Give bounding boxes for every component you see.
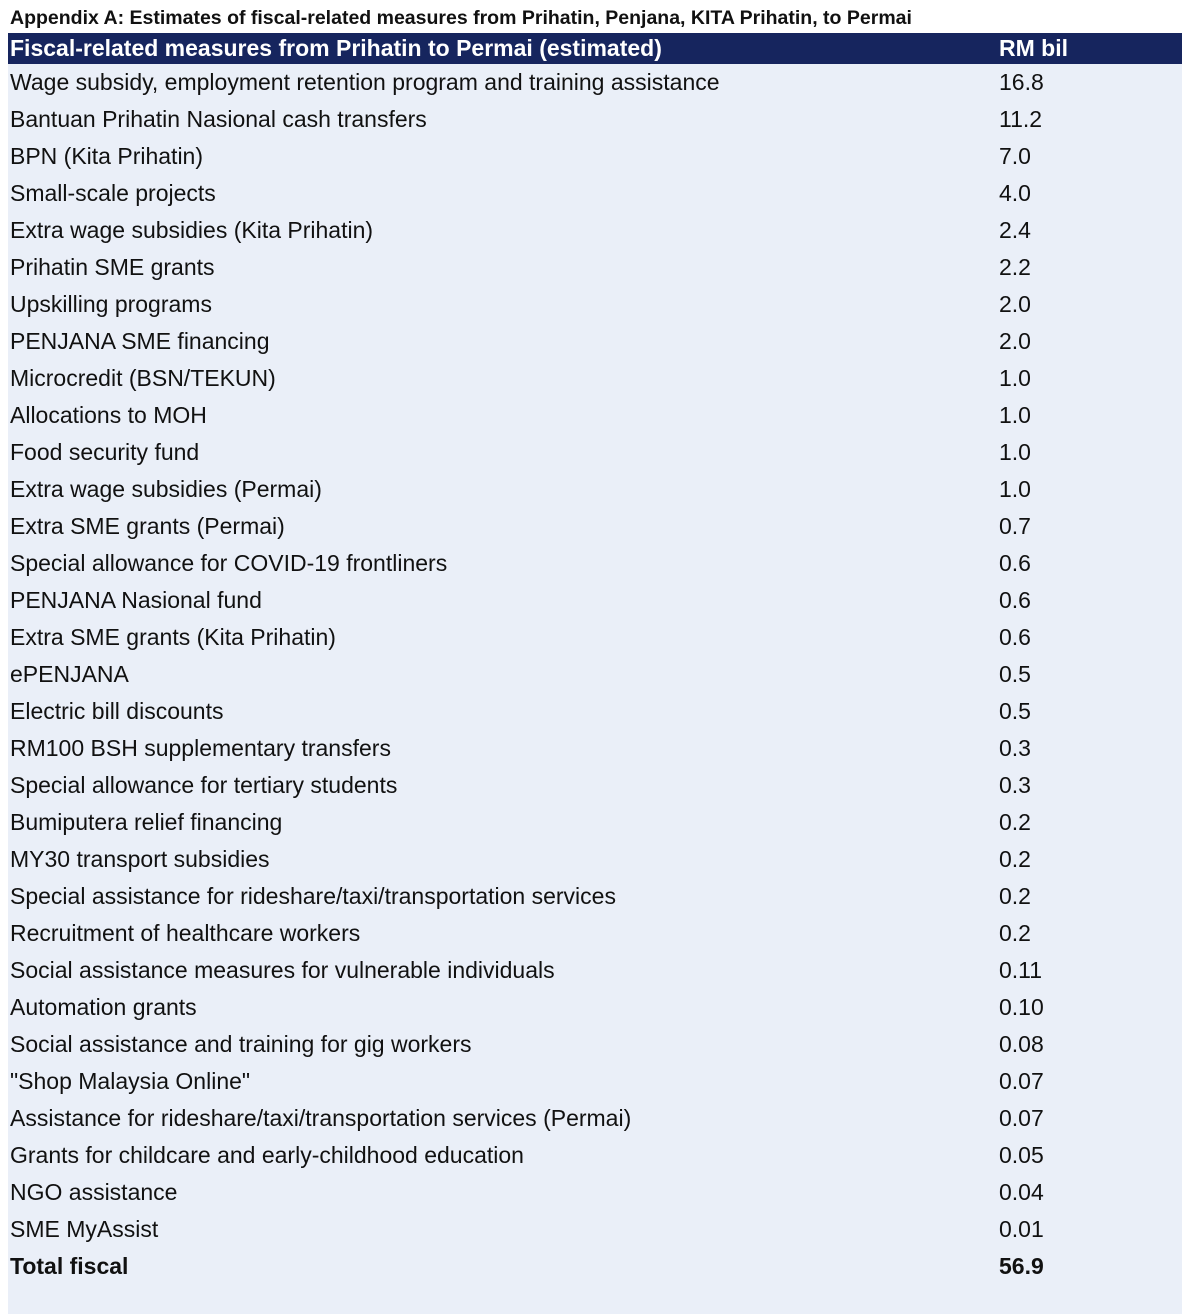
measure-value: 2.0 — [999, 291, 1031, 317]
measure-value: 16.8 — [999, 69, 1044, 95]
table-row — [8, 693, 1182, 730]
measure-label: Assistance for rideshare/taxi/transportation services (Permai) — [10, 1105, 632, 1131]
table-row — [8, 64, 1182, 101]
table-row — [8, 360, 1182, 397]
measure-label: Extra SME grants (Permai) — [10, 513, 285, 539]
measure-label: Electric bill discounts — [10, 698, 224, 724]
total-row — [8, 1248, 1182, 1285]
measure-label: Social assistance and training for gig workers — [10, 1031, 472, 1057]
table-row — [8, 212, 1182, 249]
measure-value: 0.6 — [999, 587, 1031, 613]
table-row — [8, 804, 1182, 841]
table-row — [8, 656, 1182, 693]
table-row — [8, 545, 1182, 582]
table-row — [8, 175, 1182, 212]
measure-label: NGO assistance — [10, 1179, 178, 1205]
table-row — [8, 286, 1182, 323]
table-row — [8, 397, 1182, 434]
measure-value: 0.7 — [999, 513, 1031, 539]
measure-label: Food security fund — [10, 439, 200, 465]
table-row — [8, 989, 1182, 1026]
table-row — [8, 1100, 1182, 1137]
header-value: RM bil — [999, 35, 1068, 61]
measure-value: 0.3 — [999, 735, 1031, 761]
measure-value: 0.08 — [999, 1031, 1044, 1057]
measure-label: PENJANA Nasional fund — [10, 587, 262, 613]
table-caption: Appendix A: Estimates of fiscal-related measures from Prihatin, Penjana, KITA Prihatin, to Permai — [10, 7, 912, 29]
measure-value: 1.0 — [999, 365, 1031, 391]
measure-label: Extra wage subsidies (Permai) — [10, 476, 322, 502]
table-row — [8, 323, 1182, 360]
table-row — [8, 730, 1182, 767]
measure-label: Recruitment of healthcare workers — [10, 920, 361, 946]
table-row — [8, 508, 1182, 545]
measure-label: Extra SME grants (Kita Prihatin) — [10, 624, 336, 650]
measure-value: 0.5 — [999, 698, 1031, 724]
measure-label: RM100 BSH supplementary transfers — [10, 735, 391, 761]
measure-label: "Shop Malaysia Online" — [10, 1068, 251, 1094]
measure-label: Special assistance for rideshare/taxi/transportation services — [10, 883, 616, 909]
measure-value: 0.6 — [999, 550, 1031, 576]
measure-value: 1.0 — [999, 439, 1031, 465]
fiscal-measures-table — [8, 33, 1182, 1314]
table-row — [8, 101, 1182, 138]
table-row — [8, 434, 1182, 471]
measure-label: Extra wage subsidies (Kita Prihatin) — [10, 217, 374, 243]
measure-value: 0.5 — [999, 661, 1031, 687]
measure-value: 11.2 — [999, 106, 1043, 132]
measure-label: Grants for childcare and early-childhood education — [10, 1142, 524, 1168]
total-label: Total fiscal — [10, 1253, 129, 1279]
measure-value: 0.2 — [999, 846, 1031, 872]
measure-value: 0.05 — [999, 1142, 1044, 1168]
total-value: 56.9 — [999, 1253, 1044, 1279]
table-row — [8, 1137, 1182, 1174]
table-body — [8, 64, 1182, 1314]
measure-label: Automation grants — [10, 994, 197, 1020]
table-row — [8, 471, 1182, 508]
measure-value: 0.11 — [999, 957, 1043, 983]
measure-label: Bumiputera relief financing — [10, 809, 283, 835]
measure-label: ePENJANA — [10, 661, 129, 687]
table-row — [8, 1063, 1182, 1100]
measure-label: Special allowance for COVID-19 frontliners — [10, 550, 448, 576]
measure-label: Allocations to MOH — [10, 402, 207, 428]
measure-label: Microcredit (BSN/TEKUN) — [10, 365, 276, 391]
measure-value: 7.0 — [999, 143, 1031, 169]
table-row — [8, 249, 1182, 286]
table-row — [8, 841, 1182, 878]
measure-label: Social assistance measures for vulnerable individuals — [10, 957, 555, 983]
measure-value: 0.2 — [999, 920, 1031, 946]
measure-value: 1.0 — [999, 402, 1031, 428]
measure-value: 0.04 — [999, 1179, 1044, 1205]
measure-value: 0.07 — [999, 1068, 1044, 1094]
measure-value: 2.2 — [999, 254, 1031, 280]
measure-value: 0.07 — [999, 1105, 1044, 1131]
measure-value: 2.0 — [999, 328, 1031, 354]
measure-value: 0.6 — [999, 624, 1031, 650]
table-row — [8, 1174, 1182, 1211]
table-row — [8, 582, 1182, 619]
measure-label: Bantuan Prihatin Nasional cash transfers — [10, 106, 427, 132]
table-row — [8, 767, 1182, 804]
measure-value: 1.0 — [999, 476, 1031, 502]
measure-label: Prihatin SME grants — [10, 254, 215, 280]
measure-label: Wage subsidy, employment retention program and training assistance — [10, 69, 720, 95]
measure-label: BPN (Kita Prihatin) — [10, 143, 204, 169]
measure-label: Small-scale projects — [10, 180, 216, 206]
measure-value: 0.2 — [999, 809, 1031, 835]
table-row — [8, 878, 1182, 915]
table-row — [8, 952, 1182, 989]
measure-label: MY30 transport subsidies — [10, 846, 270, 872]
measure-value: 0.2 — [999, 883, 1031, 909]
measure-value: 0.3 — [999, 772, 1031, 798]
table-row — [8, 619, 1182, 656]
table-row — [8, 1211, 1182, 1248]
table-header-row — [8, 33, 1182, 64]
table-row — [8, 1026, 1182, 1063]
table-row — [8, 138, 1182, 175]
measure-value: 0.10 — [999, 994, 1044, 1020]
measure-label: PENJANA SME financing — [10, 328, 270, 354]
measure-label: SME MyAssist — [10, 1216, 159, 1242]
header-label: Fiscal-related measures from Prihatin to Permai (estimated) — [10, 35, 662, 61]
measure-value: 4.0 — [999, 180, 1031, 206]
measure-label: Special allowance for tertiary students — [10, 772, 398, 798]
measure-value: 0.01 — [999, 1216, 1044, 1242]
measure-value: 2.4 — [999, 217, 1031, 243]
table-row — [8, 915, 1182, 952]
measure-label: Upskilling programs — [10, 291, 212, 317]
